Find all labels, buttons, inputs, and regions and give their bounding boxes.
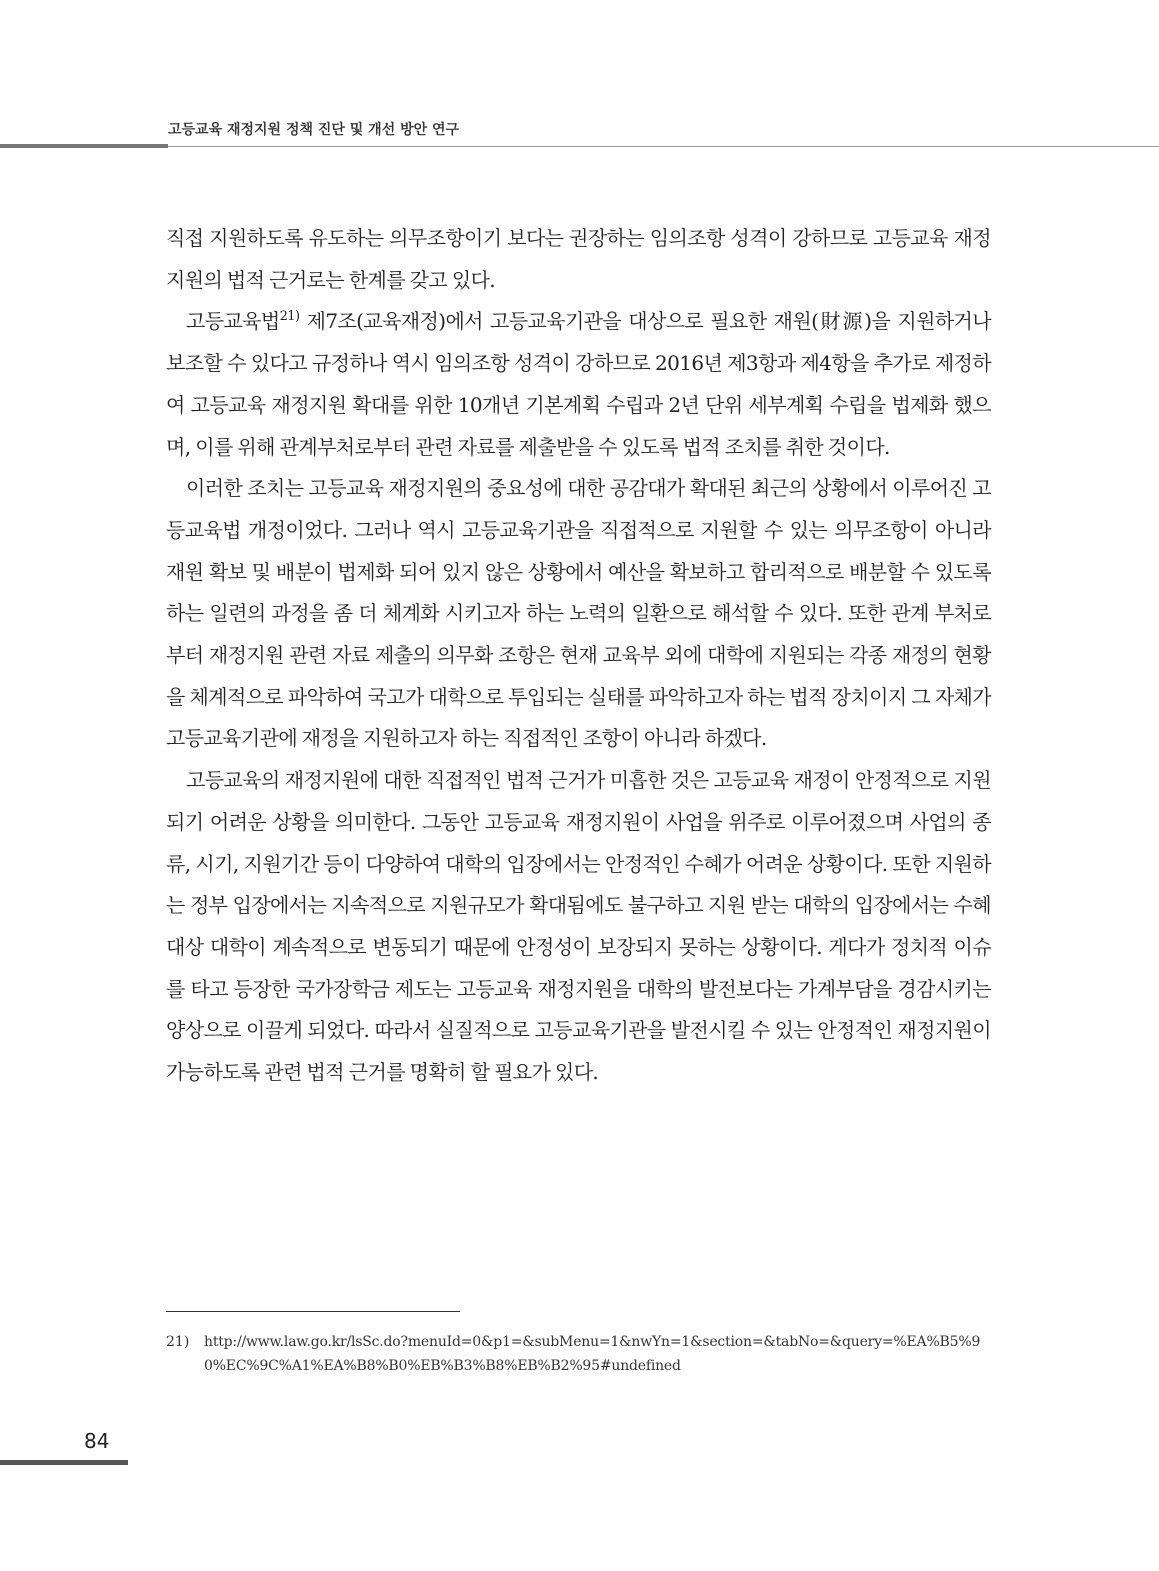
- paragraph-2-lead: 고등교육법: [186, 309, 280, 334]
- footnote-rule: [166, 1311, 460, 1312]
- footnote-reference[interactable]: 21): [279, 309, 300, 325]
- header-rule-thin: [168, 146, 1159, 147]
- paragraph-1: 직접 지원하도록 유도하는 의무조항이기 보다는 권장하는 임의조항 성격이 강하므로 고등교육 재정지원의 법적 근거로는 한계를 갖고 있다.: [166, 226, 991, 292]
- footnote-url[interactable]: http://www.law.go.kr/lsSc.do?menuId=0&p1=&subMenu=1&nwYn=1&section=&tabNo=&query=%EA%B5%90%EC%9C%A1%EA%B8%B0%EB%B3%B8%EB%B2%95#undefined: [204, 1334, 981, 1374]
- paragraph-2: [166, 301, 991, 468]
- footnote: [166, 1330, 991, 1378]
- paragraph-2-text: 제7조(교육재정)에서 고등교육기관을 대상으로 필요한 재원(財源)을 지원하거나 보조할 수 있다고 규정하나 역시 임의조항 성격이 강하므로 2016년 제3항과 제4항을 추가로 제정하여 고등교육 재정지원 확대를 위한 10개년 기본계획 수립과 2년 단위 세부계획 수립을 법제화 했으며, 이를 위해 관계부처로부터 관련 자료를 제출받을 수 있도록 법적 조치를 취한 것이다.: [166, 309, 991, 459]
- footer-bar: [0, 1460, 128, 1465]
- paragraph-4: 고등교육의 재정지원에 대한 직접적인 법적 근거가 미흡한 것은 고등교육 재정이 안정적으로 지원되기 어려운 상황을 의미한다. 그동안 고등교육 재정지원이 사업을 위주로 이루어졌으며 사업의 종류, 시기, 지원기간 등이 다양하여 대학의 입장에서는 안정적인 수혜가 어려운 상황이다. 또한 지원하는 정부 입장에서는 지속적으로 지원규모가 확대됨에도 불구하고 지원 받는 대학의 입장에서는 수혜 대상 대학이 계속적으로 변동되기 때문에 안정성이 보장되지 못하는 상황이다. 게다가 정치적 이슈를 타고 등장한 국가장학금 제도는 고등교육 재정지원을 대학의 발전보다는 가계부담을 경감시키는 양상으로 이끌게 되었다. 따라서 실질적으로 고등교육기관을 발전시킬 수 있는 안정적인 재정지원이 가능하도록 관련 법적 근거를 명확히 할 필요가 있다.: [166, 768, 991, 1085]
- running-header-title: 고등교육 재정지원 정책 진단 및 개선 방안 연구: [168, 122, 460, 138]
- paragraph-3: 이러한 조치는 고등교육 재정지원의 중요성에 대한 공감대가 확대된 최근의 상황에서 이루어진 고등교육법 개정이었다. 그러나 역시 고등교육기관을 직접적으로 지원할 수 있는 의무조항이 아니라 재원 확보 및 배분이 법제화 되어 있지 않은 상황에서 예산을 확보하고 합리적으로 배분할 수 있도록 하는 일련의 과정을 좀 더 체계화 시키고자 하는 노력의 일환으로 해석할 수 있다. 또한 관계 부처로부터 재정지원 관련 자료 제출의 의무화 조항은 현재 교육부 외에 대학에 지원되는 각종 재정의 현황을 체계적으로 파악하여 국고가 대학으로 투입되는 실태를 파악하고자 하는 법적 장치이지 그 자체가 고등교육기관에 재정을 지원하고자 하는 직접적인 조항이 아니라 하겠다.: [166, 476, 991, 751]
- body-text: [166, 218, 991, 1094]
- footnote-number: 21): [166, 1334, 190, 1350]
- header-rule-thick: [0, 144, 168, 148]
- page-number: 84: [84, 1429, 110, 1453]
